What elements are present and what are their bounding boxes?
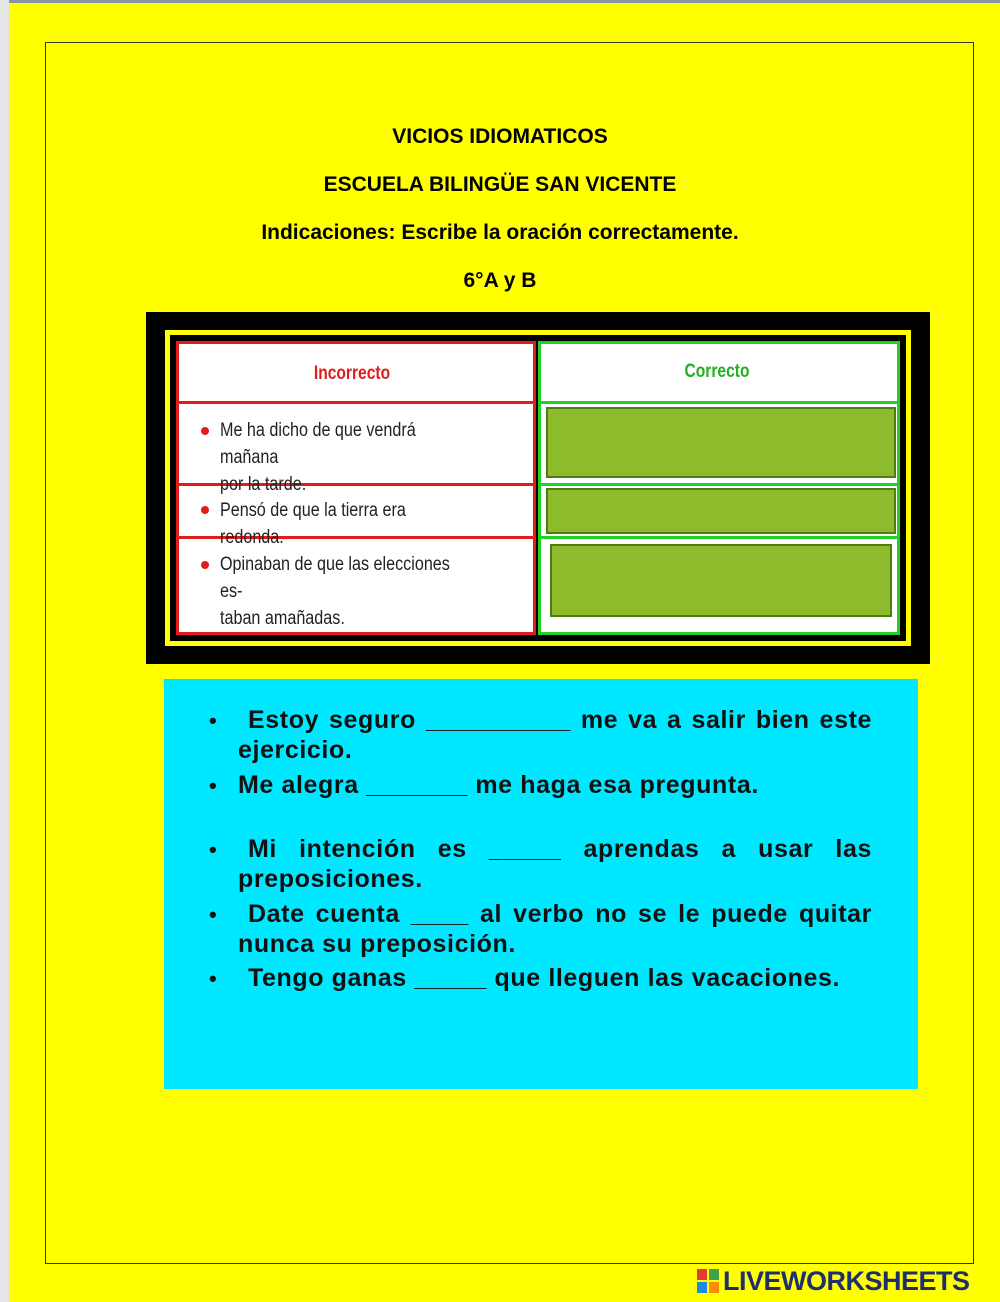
exercise-item-1: Estoy seguro __________ me va a salir bien este ejercicio. — [238, 706, 872, 764]
answer-field-2[interactable] — [546, 488, 896, 534]
correct-divider-1 — [538, 401, 900, 404]
liveworksheets-logo-icon — [697, 1269, 719, 1293]
exercise-item-4: Date cuenta ____ al verbo no se le puede quitar nunca su preposición. — [238, 900, 872, 958]
answer-field-3[interactable] — [550, 544, 892, 617]
exercise-item-2: Me alegra _______ me haga esa pregunta. — [238, 771, 759, 799]
bullet-icon — [201, 506, 209, 514]
correct-divider-2 — [538, 483, 900, 486]
logo-text: LIVEWORKSHEETS — [723, 1266, 970, 1296]
incorrect-sentence-3: Opinaban de que las elecciones es- taban amañadas. — [220, 554, 450, 629]
correct-divider-3 — [538, 536, 900, 539]
bullet-icon: • — [209, 837, 217, 862]
correct-header: Correcto — [684, 361, 750, 382]
incorrect-sentence-1: Me ha dicho de que vendrá mañana por la tarde. — [220, 420, 416, 495]
instructions: Indicaciones: Escribe la oración correctamente. — [261, 221, 739, 244]
worksheet-title: VICIOS IDIOMATICOS — [392, 125, 608, 148]
answer-field-1[interactable] — [546, 407, 896, 478]
bullet-icon: • — [209, 902, 217, 927]
bullet-icon: • — [209, 773, 217, 798]
exercise-item-5: Tengo ganas _____ que lleguen las vacaciones. — [248, 964, 841, 992]
incorrect-divider-1 — [176, 401, 536, 404]
bullet-icon: • — [209, 708, 217, 733]
school-name: ESCUELA BILINGÜE SAN VICENTE — [323, 173, 677, 196]
incorrect-sentence-2: Pensó de que la tierra era redonda. — [220, 500, 406, 548]
exercise-item-3: Mi intención es _____ aprendas a usar las preposiciones. — [238, 835, 872, 893]
grade-label: 6°A y B — [463, 269, 537, 292]
bullet-icon — [201, 427, 209, 435]
bullet-icon — [201, 561, 209, 569]
incorrect-header: Incorrecto — [313, 363, 391, 384]
bullet-icon: • — [209, 966, 217, 991]
